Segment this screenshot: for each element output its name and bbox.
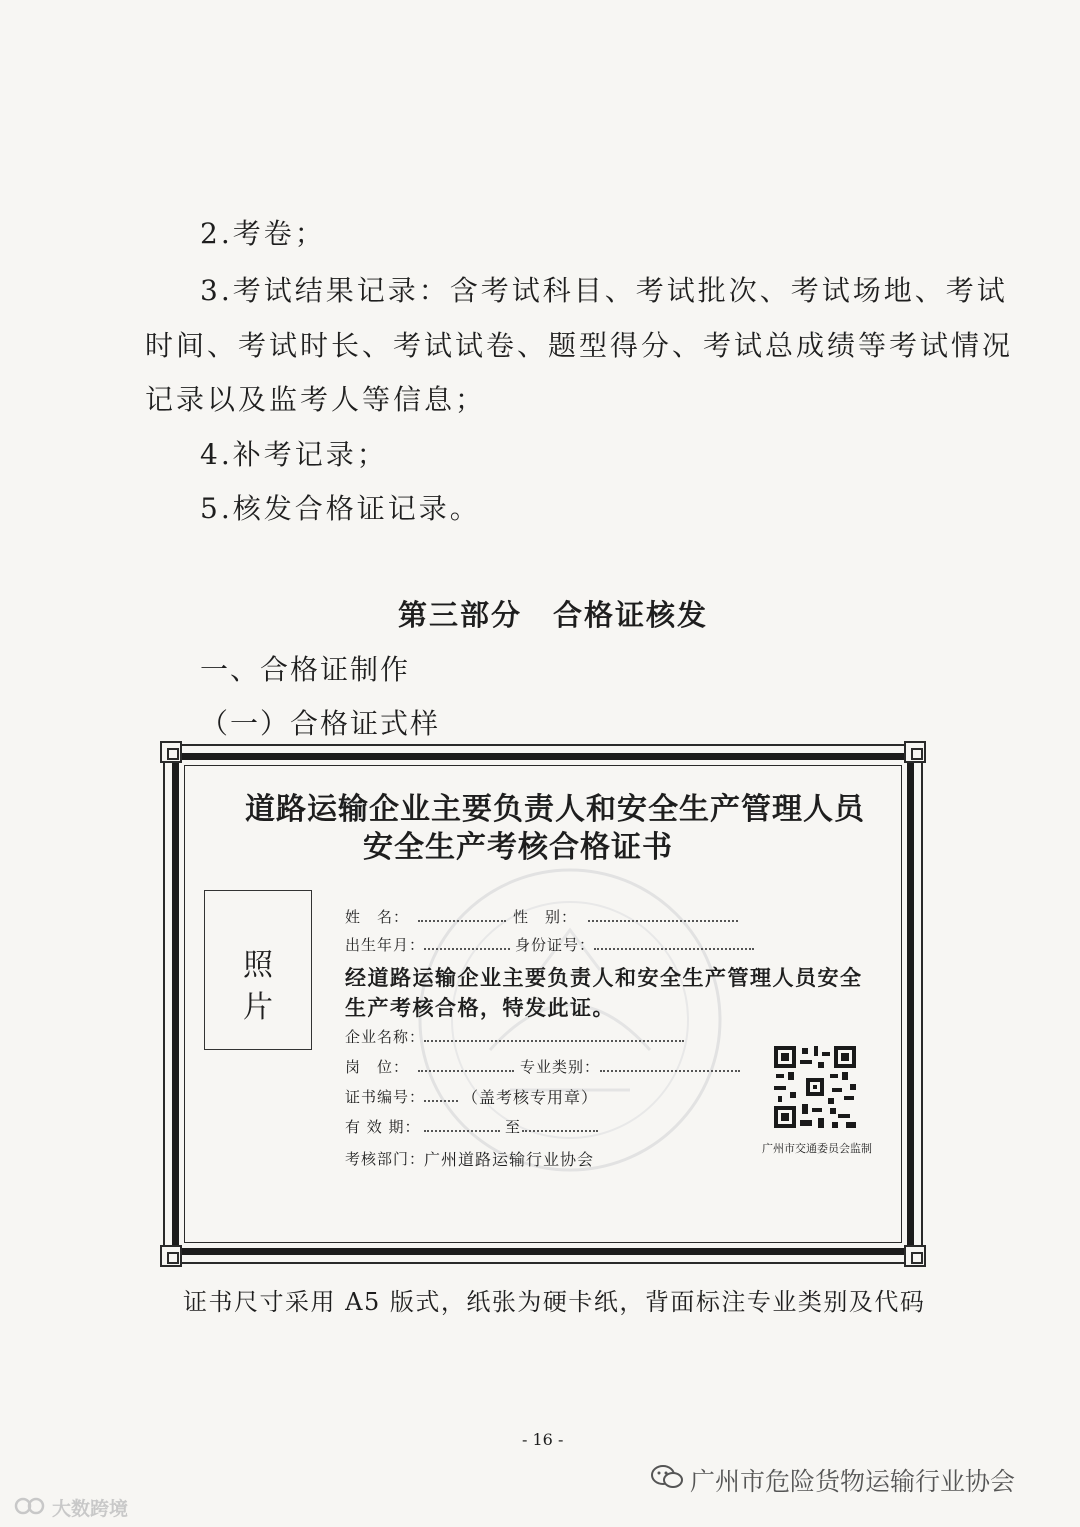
field-label-id-number: 身份证号： xyxy=(515,936,596,954)
corner-ornament-icon xyxy=(160,1245,182,1267)
page-number: - 16 - xyxy=(522,1430,564,1449)
field-line-validity-from xyxy=(424,1130,500,1132)
field-label-company: 企业名称： xyxy=(345,1028,426,1046)
corner-ornament-icon xyxy=(160,741,182,763)
dashuju-logo-icon xyxy=(14,1494,50,1518)
field-label-birth: 出生年月： xyxy=(345,936,426,954)
list-item-exam-results-line2: 时间、考试时长、考试试卷、题型得分、考试总成绩等考试情况 xyxy=(145,329,1014,362)
field-line-name xyxy=(418,920,506,922)
field-label-validity: 有 效 期： xyxy=(345,1118,421,1136)
certificate-statement-line2: 生产考核合格，特发此证。 xyxy=(345,995,615,1020)
section-heading-2: （一）合格证式样 xyxy=(200,707,441,740)
field-line-birth xyxy=(424,948,510,950)
photo-label-line1: 照 xyxy=(243,948,275,983)
qr-caption: 广州市交通委员会监制 xyxy=(762,1142,872,1155)
corner-ornament-icon xyxy=(904,1245,926,1267)
photo-label-line2: 片 xyxy=(243,990,275,1025)
field-line-category xyxy=(600,1070,740,1072)
part-title: 第三部分 合格证核发 xyxy=(398,598,709,632)
field-label-category: 专业类别： xyxy=(520,1058,601,1076)
wechat-icon xyxy=(650,1463,684,1491)
certificate-title-line2: 安全生产考核合格证书 xyxy=(363,830,673,865)
certificate-caption: 证书尺寸采用 A5 版式，纸张为硬卡纸，背面标注专业类别及代码 xyxy=(183,1288,926,1316)
field-label-gender: 性 别： xyxy=(513,908,578,926)
list-item-exam-paper: 2.考卷； xyxy=(200,217,326,250)
field-line-cert-number xyxy=(424,1100,458,1102)
corner-ornament-icon xyxy=(904,741,926,763)
field-line-id-number xyxy=(594,948,754,950)
watermark-association: 广州市危险货物运输行业协会 xyxy=(690,1467,1016,1496)
field-line-post xyxy=(418,1070,514,1072)
qr-code-icon xyxy=(772,1044,858,1130)
list-item-makeup-exam: 4.补考记录； xyxy=(200,438,388,471)
field-label-dept: 考核部门： xyxy=(345,1150,426,1168)
watermark-dashuju: 大数跨境 xyxy=(52,1498,129,1520)
field-line-gender xyxy=(588,920,738,922)
field-value-dept: 广州道路运输行业协会 xyxy=(424,1150,595,1169)
list-item-exam-results-line1: 3.考试结果记录：含考试科目、考试批次、考试场地、考试 xyxy=(200,274,1008,307)
validity-to: 至 xyxy=(505,1118,522,1136)
field-label-cert-number: 证书编号： xyxy=(345,1088,426,1106)
stamp-note: （盖考核专用章） xyxy=(462,1088,599,1107)
field-line-validity-to xyxy=(522,1130,598,1132)
field-line-company xyxy=(424,1040,684,1042)
field-label-post: 岗 位： xyxy=(345,1058,410,1076)
list-item-certificate-issuance: 5.核发合格证记录。 xyxy=(200,492,481,525)
certificate-statement-line1: 经道路运输企业主要负责人和安全生产管理人员安全 xyxy=(345,965,863,990)
section-heading-1: 一、合格证制作 xyxy=(200,653,411,686)
certificate-title-line1: 道路运输企业主要负责人和安全生产管理人员 xyxy=(245,792,865,827)
list-item-exam-results-line3: 记录以及监考人等信息； xyxy=(145,383,487,416)
field-label-name: 姓 名： xyxy=(345,908,410,926)
